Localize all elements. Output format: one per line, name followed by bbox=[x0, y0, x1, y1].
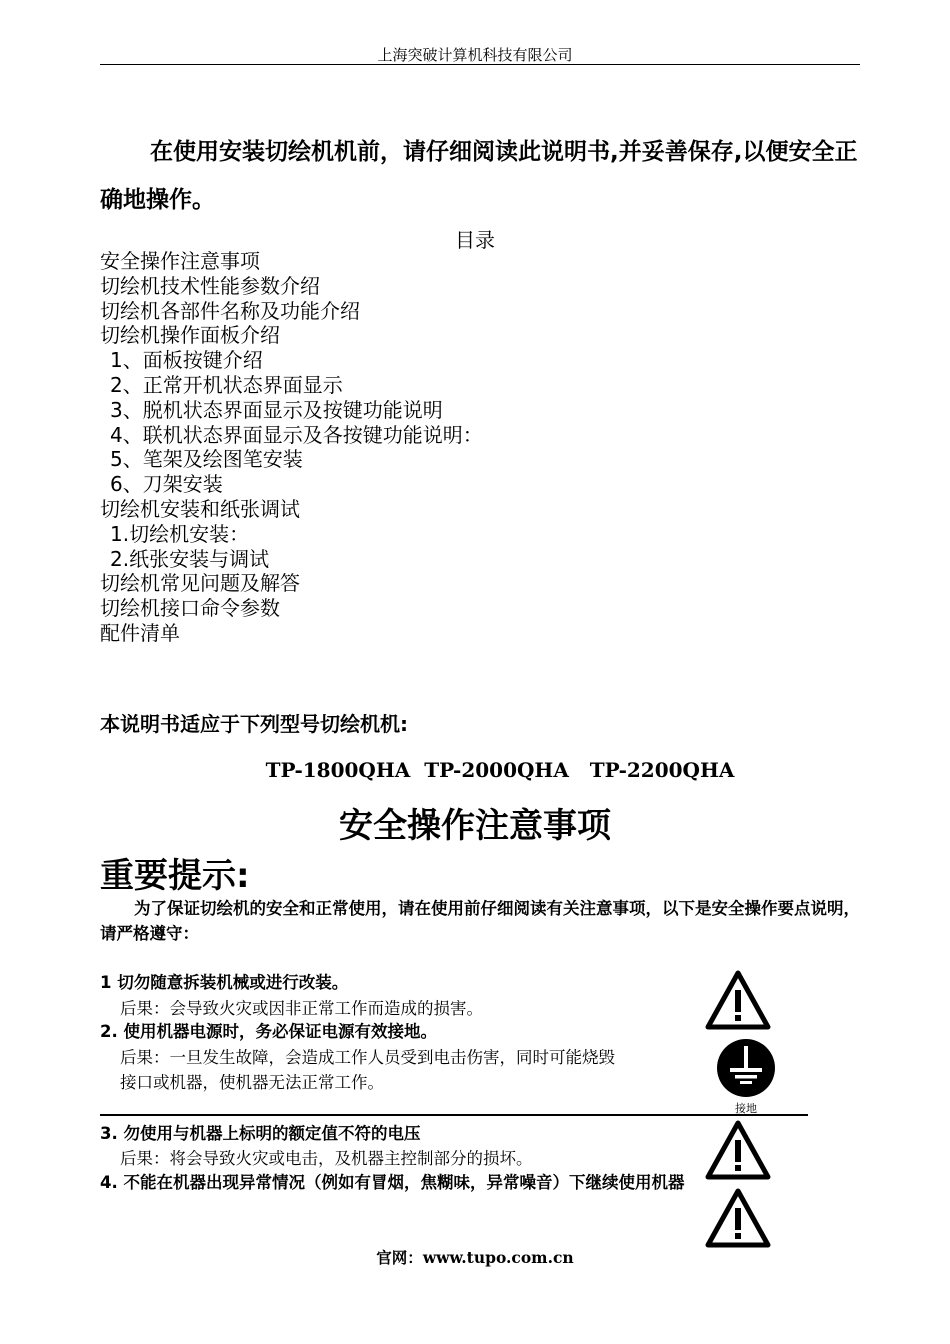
toc-subitem: 6、刀架安装 bbox=[110, 472, 223, 497]
page-footer bbox=[0, 1246, 950, 1268]
warning-triangle-icon bbox=[705, 1188, 771, 1248]
website-link[interactable]: www.tupo.com.cn bbox=[422, 1248, 574, 1267]
footer-label: 官网： bbox=[376, 1248, 423, 1267]
toc-subitem: 2、正常开机状态界面显示 bbox=[110, 372, 343, 397]
toc-subitem: 4、联机状态界面显示及各按键功能说明： bbox=[110, 422, 483, 447]
safety-item-consequence: 后果：将会导致火灾或电击，及机器主控制部分的损坏。 bbox=[120, 1149, 533, 1168]
header-rule bbox=[100, 64, 860, 65]
safety-item-consequence: 后果：会导致火灾或因非正常工作而造成的损害。 bbox=[120, 999, 483, 1018]
model-name: TP-2000QHA bbox=[424, 758, 569, 782]
toc-subitem: 1、面板按键介绍 bbox=[110, 348, 263, 373]
warning-triangle-icon bbox=[705, 1120, 771, 1180]
intro-paragraph: 在使用安装切绘机机前，请仔细阅读此说明书,并妥善保存,以便安全正确地操作。 bbox=[100, 139, 858, 213]
ground-icon bbox=[716, 1038, 776, 1098]
warning-triangle-icon bbox=[705, 970, 771, 1030]
applies-to-heading: 本说明书适应于下列型号切绘机机: bbox=[100, 712, 408, 736]
section-divider bbox=[100, 1114, 808, 1116]
safety-item-heading: 1 切勿随意拆装机械或进行改装。 bbox=[100, 973, 349, 992]
toc-subitem: 1.切绘机安装： bbox=[110, 521, 250, 546]
model-name: TP-1800QHA bbox=[265, 758, 411, 782]
safety-item-consequence: 后果：一旦发生故障，会造成工作人员受到电击伤害，同时可能烧毁接口或机器，使机器无法正常工作。 bbox=[120, 1048, 615, 1092]
important-heading: 重要提示: bbox=[100, 856, 250, 896]
purpose-paragraph: 为了保证切绘机的安全和正常使用，请在使用前仔细阅读有关注意事项，以下是安全操作要点说明，请严格遵守： bbox=[100, 899, 860, 943]
toc-item: 切绘机常见问题及解答 bbox=[100, 571, 300, 596]
page-header: 上海突破计算机科技有限公司 bbox=[377, 46, 573, 64]
toc-item: 切绘机操作面板介绍 bbox=[100, 323, 280, 348]
toc-title: 目录 bbox=[455, 228, 495, 252]
model-name: TP-2200QHA bbox=[589, 758, 735, 782]
model-list bbox=[0, 758, 950, 782]
toc-subitem: 3、脱机状态界面显示及按键功能说明 bbox=[110, 397, 443, 422]
toc-item: 切绘机各部件名称及功能介绍 bbox=[100, 298, 360, 323]
toc-subitem: 5、笔架及绘图笔安装 bbox=[110, 447, 303, 472]
toc-item: 切绘机技术性能参数介绍 bbox=[100, 273, 320, 298]
safety-item-heading: 3. 勿使用与机器上标明的额定值不符的电压 bbox=[100, 1124, 421, 1143]
toc-item: 安全操作注意事项 bbox=[100, 249, 260, 273]
table-of-contents bbox=[100, 249, 483, 646]
toc-item: 配件清单 bbox=[100, 620, 180, 645]
ground-label: 接地 bbox=[735, 1102, 757, 1115]
safety-item-heading: 4. 不能在机器出现异常情况（例如有冒烟，焦糊味，异常噪音）下继续使用机器 bbox=[100, 1173, 685, 1192]
toc-item: 切绘机安装和纸张调试 bbox=[100, 496, 300, 521]
safety-item-heading: 2. 使用机器电源时，务必保证电源有效接地。 bbox=[100, 1022, 437, 1041]
toc-subitem: 2.纸张安装与调试 bbox=[110, 546, 270, 571]
section-title: 安全操作注意事项 bbox=[339, 806, 611, 846]
toc-item: 切绘机接口命令参数 bbox=[100, 596, 280, 621]
